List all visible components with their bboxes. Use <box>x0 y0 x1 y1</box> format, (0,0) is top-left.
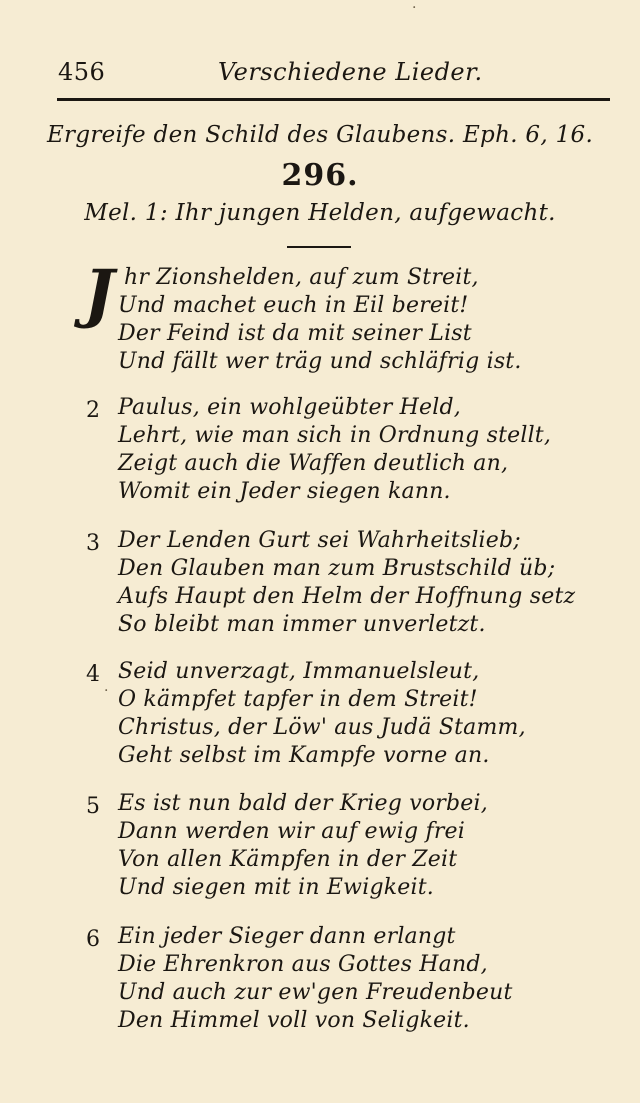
header-rule <box>57 98 610 101</box>
drop-cap: J <box>84 256 115 331</box>
stanza-lines <box>118 264 522 376</box>
stanza-lines <box>118 790 488 902</box>
verse-line: Geht selbst im Kampfe vorne an. <box>118 743 490 768</box>
verse-line: Womit ein Jeder siegen kann. <box>118 479 451 504</box>
verse-line: Lehrt, wie man sich in Ordnung stellt, <box>118 423 552 448</box>
stanza-lines <box>118 923 513 1035</box>
hymn-number: 296. <box>281 158 359 193</box>
melody-line: Mel. 1: Ihr jungen Helden, aufgewacht. <box>84 200 556 226</box>
verse-line: Es ist nun bald der Krieg vorbei, <box>118 791 488 816</box>
page-header <box>58 58 610 92</box>
verse-line: Und auch zur ew'gen Freudenbeut <box>118 980 513 1005</box>
stanza-number: 6 <box>86 927 100 952</box>
verse-line: So bleibt man immer unverletzt. <box>118 612 486 637</box>
verse-line: Von allen Kämpfen in der Zeit <box>118 847 458 872</box>
verse-line: Zeigt auch die Waffen deutlich an, <box>118 451 509 476</box>
stanza-number: 5 <box>86 794 100 819</box>
stanza-number: 3 <box>86 531 100 556</box>
verse-line: Christus, der Löw' aus Judä Stamm, <box>118 715 526 740</box>
epigraph: Ergreife den Schild des Glaubens. Eph. 6, 16. <box>46 122 594 148</box>
verse-line: O kämpfet tapfer in dem Streit! <box>118 687 478 712</box>
stanza-lines <box>118 394 551 506</box>
verse-line: Aufs Haupt den Helm der Hoffnung setz <box>118 584 576 609</box>
print-speck: · <box>412 0 417 16</box>
stanza-number: 2 <box>86 398 100 423</box>
running-title: Verschiedene Lieder. <box>218 58 483 86</box>
verse-line: Der Lenden Gurt sei Wahrheitslieb; <box>118 528 521 553</box>
print-speck: · <box>104 683 109 699</box>
verse-line: Den Glauben man zum Brustschild üb; <box>118 556 556 581</box>
title-rule <box>287 246 351 248</box>
verse-line: hr Zionshelden, auf zum Streit, <box>124 265 479 290</box>
stanza-number: 4 <box>86 662 100 687</box>
verse-line: Den Himmel voll von Seligkeit. <box>118 1008 470 1033</box>
stanza-lines <box>118 527 575 639</box>
stanza-lines <box>118 658 526 770</box>
verse-line: Dann werden wir auf ewig frei <box>118 819 465 844</box>
verse-line: Paulus, ein wohlgeübter Held, <box>118 395 461 420</box>
verse-line: Der Feind ist da mit seiner List <box>118 321 472 346</box>
verse-line: Die Ehrenkron aus Gottes Hand, <box>118 952 488 977</box>
verse-line: Und machet euch in Eil bereit! <box>118 293 469 318</box>
page-number: 456 <box>58 58 106 86</box>
verse-line: Und fällt wer träg und schläfrig ist. <box>118 349 522 374</box>
verse-line: Seid unverzagt, Immanuelsleut, <box>118 659 480 684</box>
verse-line: Und siegen mit in Ewigkeit. <box>118 875 434 900</box>
verse-line: Ein jeder Sieger dann erlangt <box>118 924 456 949</box>
